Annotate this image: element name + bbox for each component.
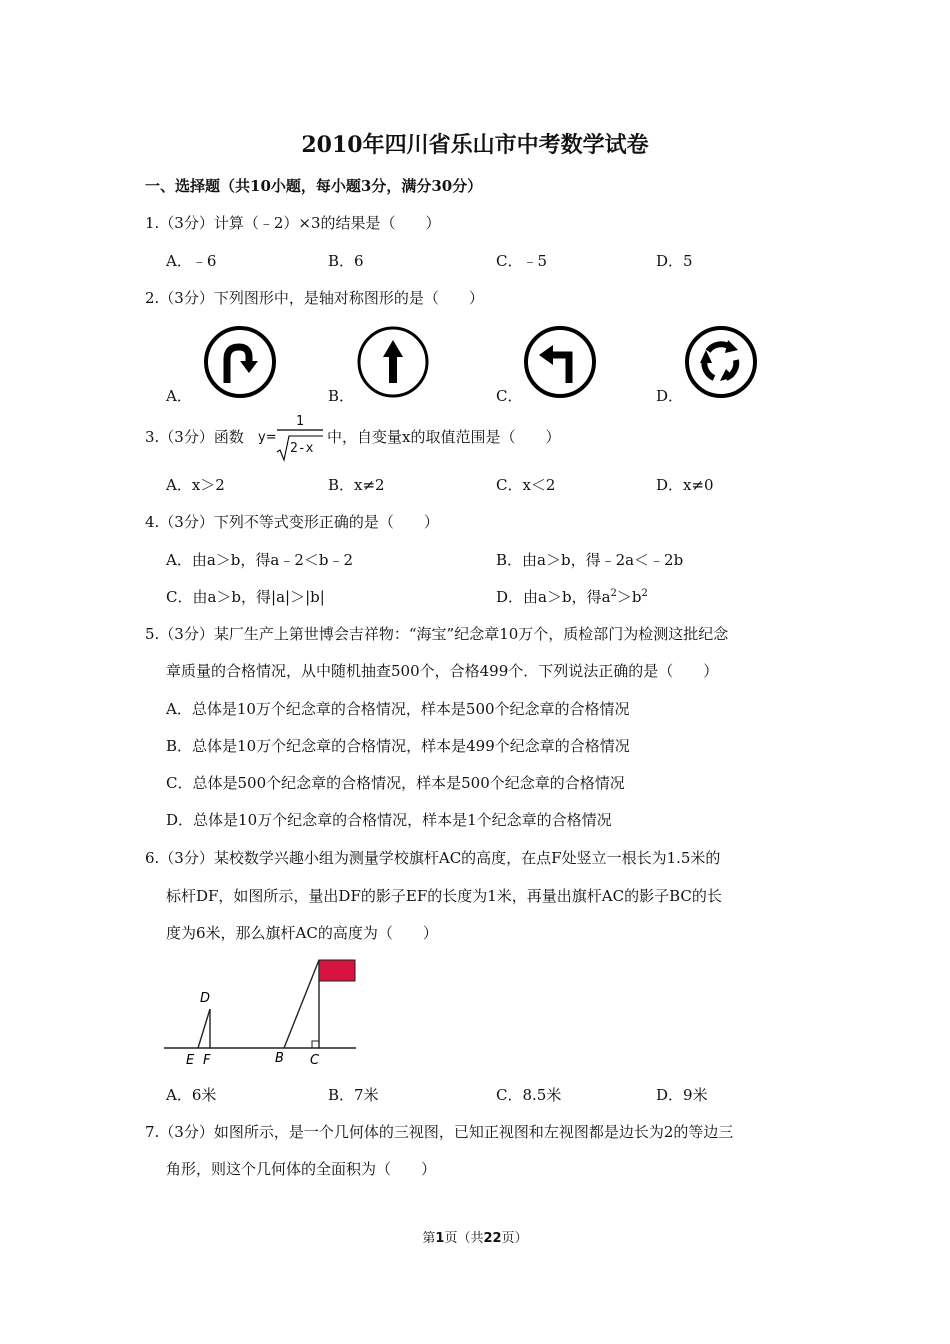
page-number: 1 xyxy=(435,1231,445,1246)
q5-option-a: A．总体是10万个纪念章的合格情况，样本是500个纪念章的合格情况 xyxy=(166,700,630,718)
q6-option-a: A．6米 xyxy=(166,1086,217,1104)
q3-option-a: A．x＞2 xyxy=(166,476,225,494)
exponent: 2 xyxy=(610,588,617,599)
q6-stem-line2: 标杆DF，如图所示，量出DF的影子EF的长度为1米，再量出旗杆AC的影子BC的长 xyxy=(166,887,722,905)
q4-stem: 4.（3分）下列不等式变形正确的是（ ） xyxy=(145,513,439,531)
flag-icon xyxy=(319,960,355,981)
formula-denominator: 2-x xyxy=(290,441,314,456)
q6-option-b: B．7米 xyxy=(328,1086,379,1104)
q6-stem-line3: 度为6米，那么旗杆AC的高度为（ ） xyxy=(166,924,438,942)
q4-option-d xyxy=(496,586,648,607)
formula-lhs: y= xyxy=(258,430,277,445)
q4-option-a: A．由a＞b，得a﹣2＜b﹣2 xyxy=(166,551,354,569)
q7-stem-line2: 角形，则这个几何体的全面积为（ ） xyxy=(166,1160,437,1178)
label-f: F xyxy=(203,1053,211,1068)
q3-option-c: C．x＜2 xyxy=(496,476,556,494)
section-heading: 一、选择题（共10小题，每小题3分，满分30分） xyxy=(145,177,483,195)
q5-option-b: B．总体是10万个纪念章的合格情况，样本是499个纪念章的合格情况 xyxy=(166,737,630,755)
q4-option-c: C．由a＞b，得|a|＞|b| xyxy=(166,588,325,606)
straight-arrow-sign-icon xyxy=(356,325,430,399)
footer-suffix: 页） xyxy=(501,1231,528,1246)
q4-option-b: B．由a＞b，得﹣2a＜﹣2b xyxy=(496,551,684,569)
q3-stem-prefix: 3.（3分）函数 xyxy=(145,428,244,446)
q2-option-c: C． xyxy=(496,387,523,405)
q1-option-b: B．6 xyxy=(328,252,364,270)
q5-stem-line2: 章质量的合格情况，从中随机抽查500个，合格499个．下列说法正确的是（ ） xyxy=(166,662,719,680)
footer-prefix: 第 xyxy=(422,1231,436,1246)
q5-stem-line1: 5.（3分）某厂生产上第世博会吉祥物：“海宝”纪念章10万个，质检部门为检测这批纪念 xyxy=(145,625,729,643)
label-d: D xyxy=(200,991,211,1006)
q3-option-b: B．x≠2 xyxy=(328,476,385,494)
q3-stem-suffix: 中，自变量x的取值范围是（ ） xyxy=(327,428,561,446)
uturn-sign-icon xyxy=(203,325,277,399)
page-title: 2010年四川省乐山市中考数学试卷 xyxy=(301,132,649,158)
page-footer xyxy=(0,1227,950,1246)
q3-option-d: D．x≠0 xyxy=(656,476,714,494)
footer-middle: 页（共 xyxy=(444,1231,484,1246)
label-e: E xyxy=(186,1053,195,1068)
exponent: 2 xyxy=(641,588,648,599)
q1-stem: 1.（3分）计算（﹣2）×3的结果是（ ） xyxy=(145,214,441,232)
q1-option-d: D．5 xyxy=(656,252,693,270)
q2-option-b: B． xyxy=(328,387,355,405)
q1-option-c: C．﹣5 xyxy=(496,252,548,270)
roundabout-sign-icon xyxy=(684,325,758,399)
q2-option-d: D． xyxy=(656,387,684,405)
label-b: B xyxy=(275,1051,284,1066)
q6-option-d: D．9米 xyxy=(656,1086,708,1104)
q2-stem: 2.（3分）下列图形中，是轴对称图形的是（ ） xyxy=(145,289,484,307)
q4-option-d-mid: ＞b xyxy=(616,588,642,606)
label-c: C xyxy=(310,1053,320,1068)
q4-option-d-text: D．由a＞b，得a xyxy=(496,588,611,606)
q5-option-d: D．总体是10万个纪念章的合格情况，样本是1个纪念章的合格情况 xyxy=(166,811,612,829)
q6-stem-line1: 6.（3分）某校数学兴趣小组为测量学校旗杆AC的高度，在点F处竖立一根长为1.5米的 xyxy=(145,849,721,867)
formula-numerator: 1 xyxy=(296,414,305,429)
q5-option-c: C．总体是500个纪念章的合格情况，样本是500个纪念章的合格情况 xyxy=(166,774,625,792)
q2-option-a: A． xyxy=(166,387,192,405)
left-turn-sign-icon xyxy=(523,325,597,399)
q1-option-a: A．﹣6 xyxy=(166,252,217,270)
flagpole-diagram xyxy=(160,955,360,1070)
q7-stem-line1: 7.（3分）如图所示，是一个几何体的三视图，已知正视图和左视图都是边长为2的等边三 xyxy=(145,1123,734,1141)
total-pages: 22 xyxy=(483,1231,502,1246)
q6-option-c: C．8.5米 xyxy=(496,1086,562,1104)
